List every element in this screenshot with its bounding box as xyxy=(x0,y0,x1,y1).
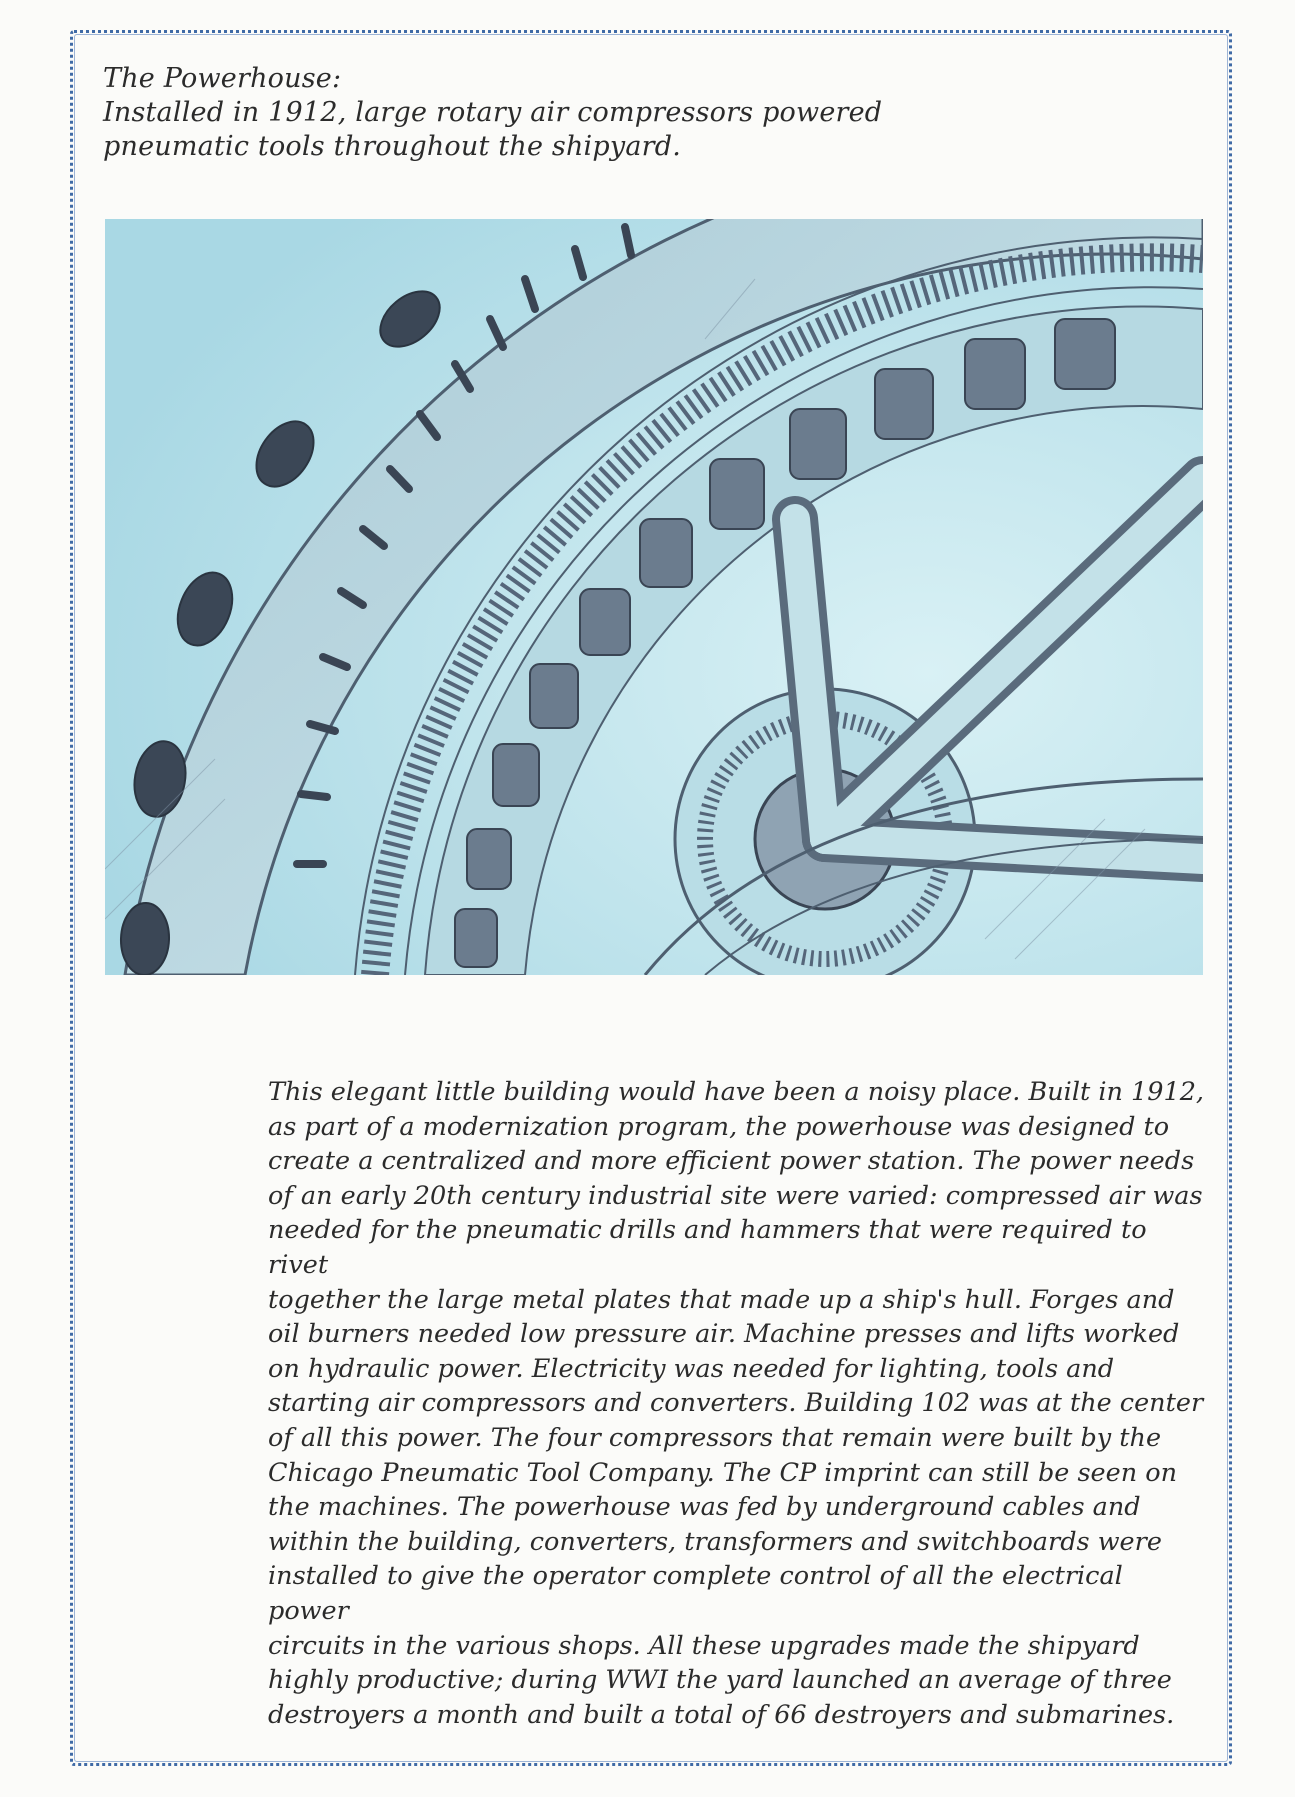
caption-line-1: Installed in 1912, large rotary air compressors powered xyxy=(103,97,883,128)
compressor-illustration xyxy=(105,219,1203,975)
caption xyxy=(103,62,923,164)
caption-line-2: pneumatic tools throughout the shipyard. xyxy=(103,131,681,162)
body-paragraph: This elegant little building would have been a noisy place. Built in 1912, as part of a modernization program, the powerhouse was designed to create a centralized and more efficient power station. The power needs of an early 20th century industrial site were varied: compressed air was needed for the pneumatic drills and hammers that were required to rivet together the large metal plates that made up a ship's hull. Forges and oil burners needed low pressure air. Machine presses and lifts worked on hydraulic power. Electricity was needed for lighting, tools and starting air compressors and converters. Building 102 was at the center of all this power. The four compressors that remain were built by the Chicago Pneumatic Tool Company. The CP imprint can still be seen on the machines. The powerhouse was fed by underground cables and within the building, converters, transformers and switchboards were installed to give the operator complete control of all the electrical power circuits in the various shops. All these upgrades made the shipyard highly productive; during WWI the yard launched an average of three destroyers a month and built a total of 66 destroyers and submarines. xyxy=(268,1077,1205,1730)
caption-title: The Powerhouse: xyxy=(103,63,342,94)
compressor-drawing xyxy=(105,219,1203,975)
